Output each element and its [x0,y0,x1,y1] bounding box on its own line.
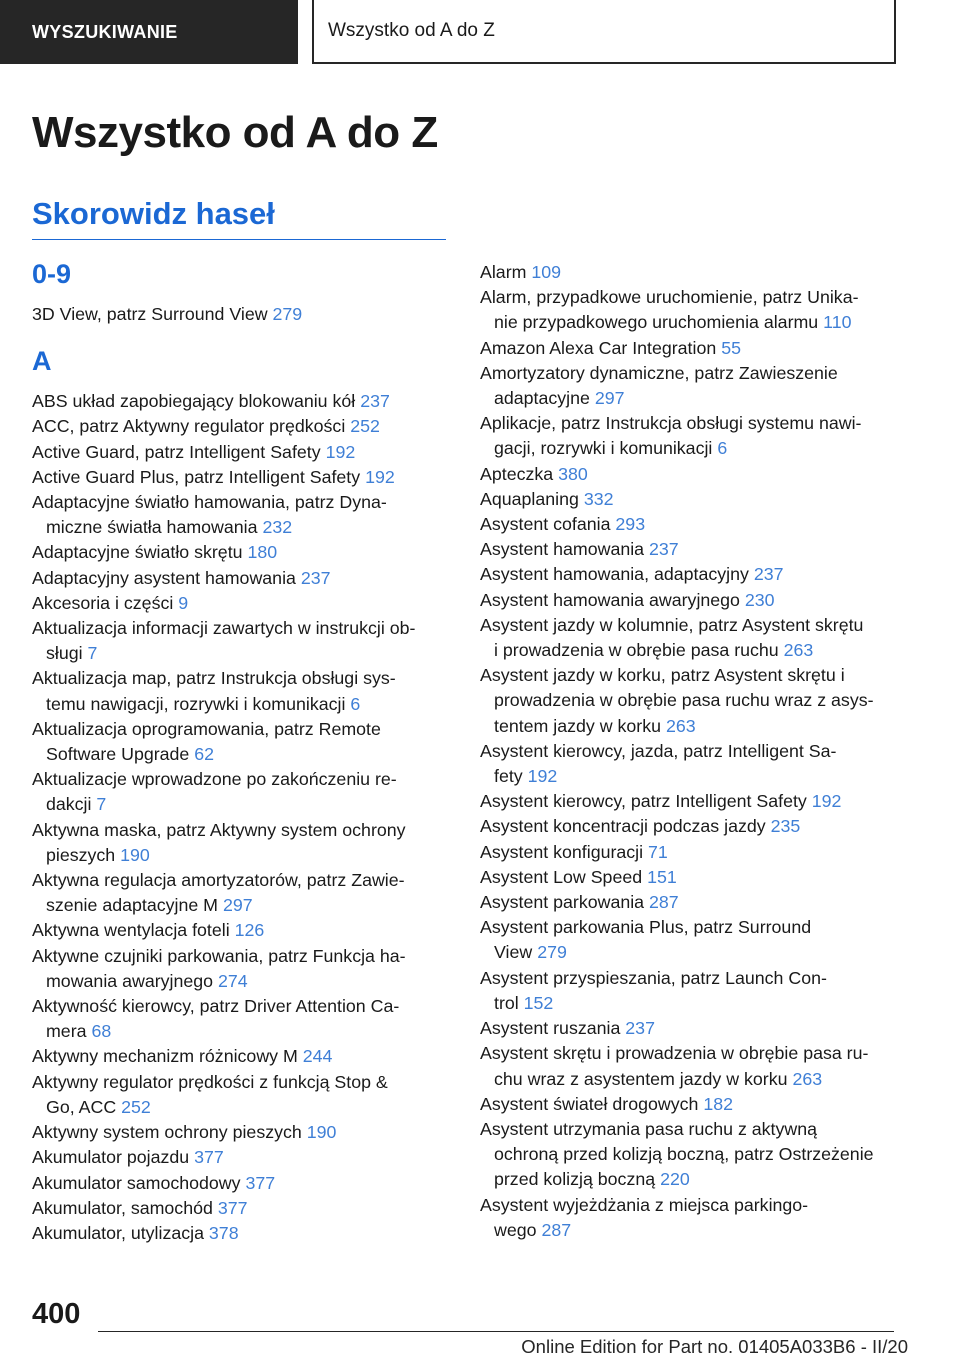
entry-text: Asystent koncentracji podczas jazdy [480,816,766,837]
page-reference-link[interactable]: 377 [217,1197,248,1218]
entry-text: pieszych [46,844,116,865]
index-entry [32,868,452,918]
entry-text: Asystent jazdy w korku, patrz Asystent skrętu i [480,665,845,686]
page-reference-link[interactable]: 6 [350,693,361,714]
entry-text: Aktualizacja oprogramowania, patrz Remote [32,718,381,739]
page-reference-link[interactable]: 192 [527,766,558,787]
index-entry [32,1044,452,1069]
page-reference-link[interactable]: 192 [325,441,356,462]
entry-text: Aquaplaning [480,488,579,509]
page-reference-link[interactable]: 237 [360,391,390,412]
entry-text: Software Upgrade [46,744,190,765]
page-reference-link[interactable]: 9 [178,592,189,613]
page-reference-link[interactable]: 126 [234,920,265,941]
section-tab: WYSZUKIWANIE [0,0,298,64]
entry-text: Aktywne czujniki parkowania, patrz Funkcja ha- [32,945,406,966]
entry-text: Aktywny regulator prędkości z funkcją Stop & [32,1071,388,1092]
entry-text: Amortyzatory dynamiczne, patrz Zawieszenie [480,362,838,383]
index-entry [480,1041,910,1091]
page-reference-link[interactable]: 380 [558,463,588,484]
index-entry [480,663,910,739]
entry-text: temu nawigacji, rozrywki i komunikacji [46,693,346,714]
page-reference-link[interactable]: 7 [96,794,107,815]
entry-text: nie przypadkowego uruchomienia alarmu [494,312,819,333]
index-entry [480,739,910,789]
entry-text: Asystent wyjeżdżania z miejsca parkingo- [480,1194,809,1215]
entry-text: Active Guard Plus, patrz Intelligent Safety [32,466,361,487]
index-column-left [32,260,452,1246]
entry-text: Aplikacje, patrz Instrukcja obsługi systemu nawi- [480,413,862,434]
entry-text: ochroną przed kolizją boczną, patrz Ostrzeżenie [494,1144,874,1165]
entry-text: Asystent przyspieszania, patrz Launch Con- [480,967,827,988]
index-entry [480,789,910,814]
page-reference-link[interactable]: 279 [537,942,567,963]
entry-text: Asystent hamowania [480,539,645,560]
entry-text: Asystent kierowcy, patrz Intelligent Safety [480,791,807,812]
index-entry [480,613,910,663]
page-reference-link[interactable]: 6 [717,438,728,459]
entry-text: gacji, rozrywki i komunikacji [494,438,713,459]
index-entry [32,540,452,565]
page-reference-link[interactable]: 237 [625,1018,655,1039]
entry-text: Asystent hamowania, adaptacyjny [480,564,749,585]
entry-text: Alarm, przypadkowe uruchomienie, patrz Unika- [480,287,859,308]
entry-text: Adaptacyjne światło hamowania, patrz Dyna- [32,492,387,513]
page-reference-link[interactable]: 190 [306,1122,337,1143]
index-entry [32,994,452,1044]
entry-text: Go, ACC [46,1096,117,1117]
entry-text: miczne światła hamowania [46,517,258,538]
page-number: 400 [32,1298,81,1330]
page-reference-link[interactable]: 55 [721,337,741,358]
page-reference-link[interactable]: 232 [262,517,293,538]
index-entry [480,487,910,512]
page-title: Wszystko od A do Z [32,108,438,157]
footer-divider [98,1331,894,1332]
entry-text: Asystent Low Speed [480,866,643,887]
page-reference-link[interactable]: 71 [648,841,668,862]
page-reference-link[interactable]: 192 [811,791,842,812]
entry-text: przed kolizją boczną [494,1169,656,1190]
page-reference-link[interactable]: 297 [594,388,625,409]
page-reference-link[interactable]: 377 [245,1172,276,1193]
entry-text: Active Guard, patrz Intelligent Safety [32,441,321,462]
page-reference-link[interactable]: 110 [823,312,852,333]
page-reference-link[interactable]: 230 [744,589,775,610]
entry-text: Aktywna wentylacja foteli [32,920,230,941]
index-entry [32,1221,452,1246]
page-reference-link[interactable]: 252 [121,1096,151,1117]
index-entry [32,918,452,943]
page-reference-link[interactable]: 109 [531,262,562,282]
page-reference-link[interactable]: 152 [523,992,554,1013]
entry-text: mowania awaryjnego [46,970,214,991]
index-entry [32,1070,452,1120]
entry-text: Aktualizacje wprowadzone po zakończeniu re- [32,769,397,790]
index-entry [480,562,910,587]
entry-text: Asystent parkowania [480,892,645,913]
index-entry [480,1193,910,1243]
entry-text: ABS układ zapobiegający blokowaniu kół [32,391,356,412]
index-subtitle: Skorowidz haseł [32,196,275,231]
entry-text: Akumulator pojazdu [32,1147,190,1168]
entry-text: Aktywny mechanizm różnicowy M [32,1046,298,1067]
index-entry [480,814,910,839]
index-entry [32,818,452,868]
index-entry [480,336,910,361]
entry-text: Asystent ruszania [480,1018,621,1039]
page-reference-link[interactable]: 279 [272,304,303,324]
index-entry [32,717,452,767]
index-entry [480,890,910,915]
index-entry [32,1120,452,1145]
index-entry [480,966,910,1016]
page-reference-link[interactable]: 287 [649,892,679,913]
entry-text: Aktywna regulacja amortyzatorów, patrz Zawie- [32,870,405,891]
entry-text: View [494,942,533,963]
entry-text: Aktualizacja map, patrz Instrukcja obsługi sys- [32,668,396,689]
index-entry [480,512,910,537]
entry-text: Aktualizacja informacji zawartych w instrukcji ob- [32,618,416,639]
index-entry [32,566,452,591]
entry-text: Akumulator, samochód [32,1197,213,1218]
index-entry [32,490,452,540]
edition-footer: Online Edition for Part no. 01405A033B6 - II/20 [521,1336,908,1357]
page-reference-link[interactable]: 182 [703,1093,734,1114]
entry-text: sługi [46,643,83,664]
index-entry [32,465,452,490]
page-reference-link[interactable]: 220 [660,1169,690,1190]
index-column-right [480,260,910,1243]
index-entry [32,666,452,716]
index-entry [480,915,910,965]
entry-text: Aktywny system ochrony pieszych [32,1122,302,1143]
entry-text: ACC, patrz Aktywny regulator prędkości [32,416,346,437]
index-entry [32,616,452,666]
page-reference-link[interactable]: 293 [615,514,646,535]
entry-text: prowadzenia w obrębie pasa ruchu wraz z asys- [494,690,874,711]
page-reference-link[interactable]: 297 [222,895,253,916]
entry-text: Alarm [480,262,527,282]
page-reference-link[interactable]: 332 [583,488,614,509]
page-reference-link[interactable]: 263 [792,1068,823,1089]
page-reference-link[interactable]: 252 [350,416,380,437]
index-entry [32,944,452,994]
page-reference-link[interactable]: 190 [120,844,150,865]
index-entry [32,414,452,439]
entry-text: trol [494,992,519,1013]
entry-text: Aktywność kierowcy, patrz Driver Attention Ca- [32,996,400,1017]
entry-text: chu wraz z asystentem jazdy w korku [494,1068,788,1089]
page-reference-link[interactable]: 151 [647,866,677,887]
index-entry [32,440,452,465]
index-entry [480,865,910,890]
subtitle-divider [32,239,446,240]
section-letter: 0-9 [32,259,72,289]
page-reference-link[interactable]: 62 [194,744,215,765]
index-entry [32,767,452,817]
index-entry [32,1145,452,1170]
page-reference-link[interactable]: 263 [665,715,696,736]
entry-text: adaptacyjne [494,388,590,409]
entry-text: Asystent cofania [480,514,611,535]
entry-text: 3D View, patrz Surround View [32,304,268,324]
entry-text: Asystent konfiguracji [480,841,644,862]
index-entry [480,361,910,411]
entry-text: Akumulator samochodowy [32,1172,241,1193]
page-reference-link[interactable]: 274 [218,970,248,991]
index-entry [32,591,452,616]
index-entry [32,1196,452,1221]
page-reference-link[interactable]: 180 [247,542,278,563]
page-reference-link[interactable]: 237 [753,564,784,585]
entry-text: Apteczka [480,463,554,484]
index-entry [480,462,910,487]
index-entry [480,1117,910,1193]
entry-text: wego [494,1219,537,1240]
page-reference-link[interactable]: 244 [302,1046,333,1067]
entry-text: i prowadzenia w obrębie pasa ruchu [494,640,779,661]
index-entry [480,840,910,865]
page-reference-link[interactable]: 287 [541,1219,572,1240]
entry-text: Amazon Alexa Car Integration [480,337,717,358]
entry-text: Asystent parkowania Plus, patrz Surround [480,917,812,938]
index-entry [480,1092,910,1117]
entry-text: Asystent hamowania awaryjnego [480,589,740,610]
entry-text: mera [46,1021,87,1042]
page-reference-link[interactable]: 7 [87,643,98,664]
page-reference-link[interactable]: 237 [649,539,679,560]
index-entry [480,411,910,461]
entry-text: Asystent utrzymania pasa ruchu z aktywną [480,1118,818,1139]
page-reference-link[interactable]: 68 [91,1021,112,1042]
page-reference-link[interactable]: 235 [770,816,801,837]
index-entry [480,285,910,335]
entry-text: Asystent świateł drogowych [480,1093,699,1114]
index-entry [32,389,452,414]
page-reference-link[interactable]: 263 [783,640,814,661]
section-letter: A [32,346,52,377]
chapter-tab: Wszystko od A do Z [312,0,896,64]
entry-text: tentem jazdy w korku [494,715,662,736]
entry-text: Adaptacyjne światło skrętu [32,542,243,563]
entry-text: Akcesoria i części [32,592,174,613]
page-reference-link[interactable]: 378 [208,1222,239,1243]
index-entry [32,1171,452,1196]
entry-text: fety [494,766,523,787]
entry-text: Aktywna maska, patrz Aktywny system ochrony [32,819,406,840]
page-reference-link[interactable]: 377 [194,1147,224,1168]
entry-text: Akumulator, utylizacja [32,1222,204,1243]
entry-text: szenie adaptacyjne M [46,895,218,916]
page-reference-link[interactable]: 192 [365,466,395,487]
entry-text: Asystent skrętu i prowadzenia w obrębie pasa ru- [480,1043,869,1064]
index-entry [32,302,452,327]
page-reference-link[interactable]: 237 [300,567,331,588]
entry-text: Asystent kierowcy, jazda, patrz Intelligent Sa- [480,740,837,761]
index-entry [480,1016,910,1041]
index-entry [480,537,910,562]
index-entry [480,588,910,613]
index-entry [480,260,910,285]
entry-text: dakcji [46,794,92,815]
entry-text: Adaptacyjny asystent hamowania [32,567,296,588]
entry-text: Asystent jazdy w kolumnie, patrz Asystent skrętu [480,614,864,635]
